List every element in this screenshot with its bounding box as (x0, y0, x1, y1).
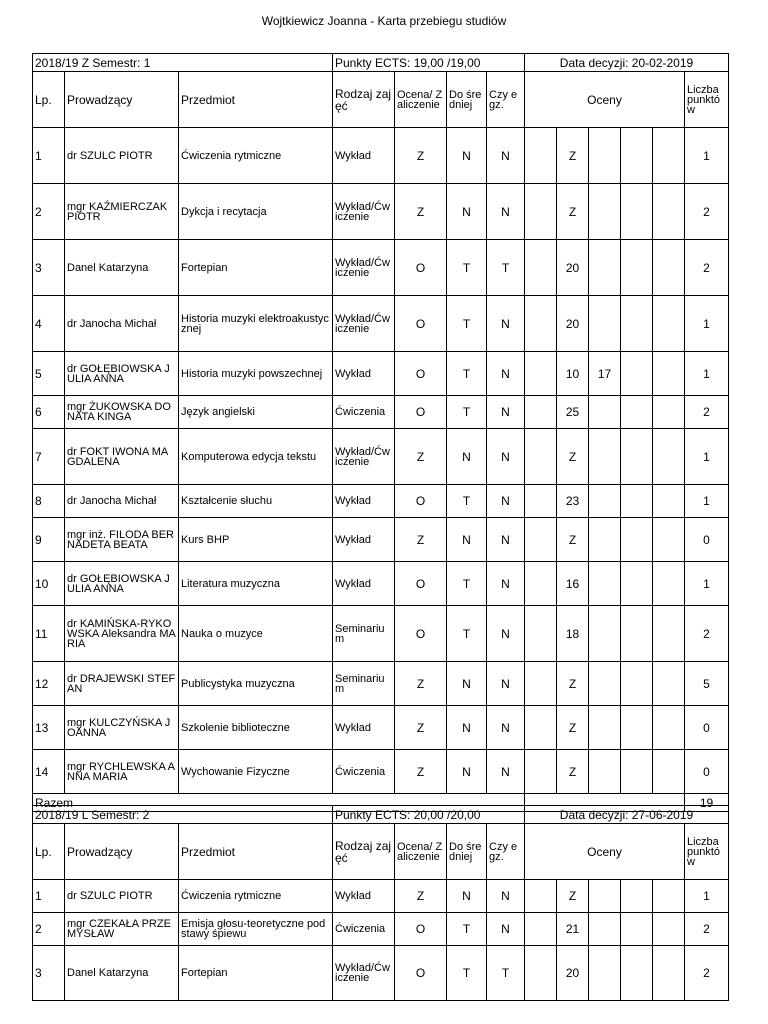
grade-blank (653, 184, 685, 240)
col-average: Do średniej (447, 824, 487, 880)
row-average: N (447, 128, 487, 184)
grade-1: Z (557, 429, 589, 485)
course-row (33, 606, 729, 662)
row-average: T (447, 562, 487, 606)
row-type: Wykład (333, 485, 395, 518)
semester-2-table (32, 805, 729, 1001)
row-exam: N (487, 518, 525, 562)
row-teacher: mgr KULCZYŃSKA JOANNA (65, 706, 179, 750)
grade-blank (653, 880, 685, 913)
row-subject: Kurs BHP (179, 518, 333, 562)
row-points: 2 (685, 946, 729, 1001)
semester-label: 2018/19 Z Semestr: 1 (33, 54, 333, 72)
decision-date: Data decyzji: 27-06-2019 (525, 806, 729, 824)
row-average: T (447, 296, 487, 352)
decision-date: Data decyzji: 20-02-2019 (525, 54, 729, 72)
col-average: Do średniej (447, 72, 487, 128)
grade-blank (525, 706, 557, 750)
grade-1: 23 (557, 485, 589, 518)
course-row (33, 240, 729, 296)
col-lp: Lp. (33, 824, 65, 880)
row-average: N (447, 706, 487, 750)
grade-blank (525, 240, 557, 296)
course-row (33, 184, 729, 240)
course-row (33, 750, 729, 794)
semester-1-table (32, 53, 729, 812)
grade-blank (525, 606, 557, 662)
row-type: Wykład (333, 518, 395, 562)
row-average: N (447, 518, 487, 562)
row-type: Wykład (333, 880, 395, 913)
row-subject: Ćwiczenia rytmiczne (179, 880, 333, 913)
row-subject: Dykcja i recytacja (179, 184, 333, 240)
grade-2 (589, 240, 621, 296)
row-type: Ćwiczenia (333, 750, 395, 794)
row-grade-type: O (395, 352, 447, 396)
grade-2 (589, 662, 621, 706)
row-exam: N (487, 706, 525, 750)
grade-2 (589, 880, 621, 913)
row-points: 2 (685, 396, 729, 429)
row-lp: 1 (33, 880, 65, 913)
row-points: 0 (685, 750, 729, 794)
row-type: Wykład (333, 128, 395, 184)
grade-blank (653, 706, 685, 750)
grade-2 (589, 296, 621, 352)
row-grade-type: Z (395, 128, 447, 184)
row-lp: 2 (33, 913, 65, 946)
grade-blank (653, 352, 685, 396)
grade-2: 17 (589, 352, 621, 396)
grade-blank (653, 946, 685, 1001)
row-lp: 7 (33, 429, 65, 485)
row-lp: 11 (33, 606, 65, 662)
grade-blank (653, 518, 685, 562)
row-teacher: dr SZULC PIOTR (65, 880, 179, 913)
grade-2 (589, 485, 621, 518)
row-teacher: Danel Katarzyna (65, 946, 179, 1001)
row-exam: N (487, 913, 525, 946)
grade-blank (621, 429, 653, 485)
row-exam: T (487, 240, 525, 296)
grade-2 (589, 396, 621, 429)
grade-blank (525, 518, 557, 562)
row-teacher: mgr CZEKAŁA PRZEMYSŁAW (65, 913, 179, 946)
grade-2 (589, 946, 621, 1001)
grade-blank (653, 562, 685, 606)
row-exam: N (487, 606, 525, 662)
grade-2 (589, 606, 621, 662)
row-points: 2 (685, 240, 729, 296)
semester-label: 2018/19 L Semestr: 2 (33, 806, 333, 824)
row-exam: N (487, 396, 525, 429)
row-exam: N (487, 128, 525, 184)
row-grade-type: Z (395, 880, 447, 913)
column-header-row (33, 72, 729, 128)
row-teacher: dr Janocha Michał (65, 296, 179, 352)
row-type: Wykład (333, 352, 395, 396)
row-lp: 3 (33, 946, 65, 1001)
row-average: N (447, 880, 487, 913)
grade-1: 20 (557, 240, 589, 296)
row-points: 5 (685, 662, 729, 706)
row-subject: Historia muzyki powszechnej (179, 352, 333, 396)
grade-blank (621, 184, 653, 240)
row-lp: 2 (33, 184, 65, 240)
row-lp: 5 (33, 352, 65, 396)
grade-blank (653, 128, 685, 184)
row-lp: 10 (33, 562, 65, 606)
grade-blank (525, 352, 557, 396)
row-grade-type: O (395, 296, 447, 352)
grade-1: Z (557, 128, 589, 184)
row-exam: N (487, 562, 525, 606)
grade-blank (525, 562, 557, 606)
semester-header-row (33, 806, 729, 824)
semester-header-row (33, 54, 729, 72)
row-grade-type: O (395, 240, 447, 296)
row-teacher: dr GOŁĘBIOWSKA JULIA ANNA (65, 562, 179, 606)
row-lp: 13 (33, 706, 65, 750)
row-teacher: mgr ŻUKOWSKA DONATA KINGA (65, 396, 179, 429)
course-row (33, 396, 729, 429)
row-grade-type: Z (395, 518, 447, 562)
course-row (33, 562, 729, 606)
grade-2 (589, 184, 621, 240)
grade-blank (525, 128, 557, 184)
grade-blank (653, 485, 685, 518)
grade-2 (589, 562, 621, 606)
grade-blank (525, 429, 557, 485)
row-type: Wykład (333, 706, 395, 750)
course-row (33, 296, 729, 352)
grade-blank (653, 662, 685, 706)
course-row (33, 946, 729, 1001)
grade-blank (621, 606, 653, 662)
row-subject: Komputerowa edycja tekstu (179, 429, 333, 485)
row-points: 1 (685, 562, 729, 606)
row-type: Wykład/Ćwiczenie (333, 240, 395, 296)
row-type: Wykład/Ćwiczenie (333, 296, 395, 352)
col-grade-type: Ocena/ Zaliczenie (395, 824, 447, 880)
row-grade-type: Z (395, 184, 447, 240)
grade-blank (525, 880, 557, 913)
row-average: T (447, 352, 487, 396)
row-average: N (447, 750, 487, 794)
row-points: 1 (685, 880, 729, 913)
row-subject: Język angielski (179, 396, 333, 429)
total-label: Razem (33, 794, 525, 812)
grade-1: Z (557, 750, 589, 794)
row-subject: Nauka o muzyce (179, 606, 333, 662)
grade-2 (589, 913, 621, 946)
grade-blank (653, 240, 685, 296)
grade-blank (621, 880, 653, 913)
row-grade-type: O (395, 485, 447, 518)
grade-1: Z (557, 706, 589, 750)
row-subject: Publicystyka muzyczna (179, 662, 333, 706)
row-exam: N (487, 662, 525, 706)
row-type: Ćwiczenia (333, 396, 395, 429)
grade-1: 18 (557, 606, 589, 662)
ects-points: Punkty ECTS: 20,00 /20,00 (333, 806, 525, 824)
row-teacher: dr GOŁĘBIOWSKA JULIA ANNA (65, 352, 179, 396)
total-points: 19 (685, 794, 729, 812)
grade-blank (525, 913, 557, 946)
row-grade-type: O (395, 606, 447, 662)
grade-2 (589, 706, 621, 750)
course-row (33, 128, 729, 184)
row-subject: Literatura muzyczna (179, 562, 333, 606)
grade-blank (621, 562, 653, 606)
grade-2 (589, 750, 621, 794)
grade-blank (525, 296, 557, 352)
row-teacher: dr SZULC PIOTR (65, 128, 179, 184)
grade-blank (621, 296, 653, 352)
row-subject: Fortepian (179, 240, 333, 296)
col-teacher: Prowadzący (65, 72, 179, 128)
row-teacher: mgr inż. FILODA BERNADETA BEATA (65, 518, 179, 562)
row-subject: Ćwiczenia rytmiczne (179, 128, 333, 184)
grade-blank (621, 706, 653, 750)
row-average: T (447, 396, 487, 429)
ects-points: Punkty ECTS: 19,00 /19,00 (333, 54, 525, 72)
course-row (33, 485, 729, 518)
row-subject: Wychowanie Fizyczne (179, 750, 333, 794)
row-exam: N (487, 880, 525, 913)
row-average: T (447, 946, 487, 1001)
grade-2 (589, 128, 621, 184)
grade-1: 25 (557, 396, 589, 429)
column-header-row (33, 824, 729, 880)
row-subject: Fortepian (179, 946, 333, 1001)
grade-blank (525, 485, 557, 518)
grade-blank (653, 750, 685, 794)
row-grade-type: O (395, 913, 447, 946)
course-row (33, 706, 729, 750)
grade-1: Z (557, 880, 589, 913)
grade-blank (621, 128, 653, 184)
row-points: 0 (685, 518, 729, 562)
row-exam: N (487, 184, 525, 240)
col-subject: Przedmiot (179, 72, 333, 128)
row-subject: Szkolenie biblioteczne (179, 706, 333, 750)
row-average: T (447, 606, 487, 662)
row-exam: N (487, 485, 525, 518)
col-exam: Czy egz. (487, 824, 525, 880)
row-points: 0 (685, 706, 729, 750)
row-average: T (447, 240, 487, 296)
grade-blank (621, 750, 653, 794)
course-row (33, 518, 729, 562)
col-grade-type: Ocena/ Zaliczenie (395, 72, 447, 128)
grade-blank (653, 429, 685, 485)
col-teacher: Prowadzący (65, 824, 179, 880)
col-lp: Lp. (33, 72, 65, 128)
col-exam: Czy egz. (487, 72, 525, 128)
row-lp: 12 (33, 662, 65, 706)
row-lp: 3 (33, 240, 65, 296)
row-teacher: dr Janocha Michał (65, 485, 179, 518)
row-points: 1 (685, 296, 729, 352)
row-teacher: Danel Katarzyna (65, 240, 179, 296)
row-exam: N (487, 352, 525, 396)
grade-blank (525, 396, 557, 429)
row-lp: 4 (33, 296, 65, 352)
course-row (33, 913, 729, 946)
row-teacher: mgr RYCHLEWSKA ANNA MARIA (65, 750, 179, 794)
row-subject: Kształcenie słuchu (179, 485, 333, 518)
row-teacher: mgr KAŹMIERCZAK PIOTR (65, 184, 179, 240)
grade-2 (589, 429, 621, 485)
grade-blank (653, 396, 685, 429)
grade-blank (621, 485, 653, 518)
grade-1: 21 (557, 913, 589, 946)
grade-2 (589, 518, 621, 562)
row-points: 2 (685, 913, 729, 946)
row-grade-type: Z (395, 662, 447, 706)
row-grade-type: O (395, 562, 447, 606)
grade-blank (621, 352, 653, 396)
grade-1: 16 (557, 562, 589, 606)
row-points: 1 (685, 485, 729, 518)
row-lp: 6 (33, 396, 65, 429)
row-average: N (447, 662, 487, 706)
course-row (33, 662, 729, 706)
row-lp: 8 (33, 485, 65, 518)
grade-blank (621, 518, 653, 562)
row-grade-type: Z (395, 750, 447, 794)
grade-blank (525, 750, 557, 794)
row-lp: 9 (33, 518, 65, 562)
row-points: 1 (685, 352, 729, 396)
course-row (33, 880, 729, 913)
document-title: Wojtkiewicz Joanna - Karta przebiegu studiów (261, 14, 507, 28)
row-type: Wykład/Ćwiczenie (333, 429, 395, 485)
row-average: N (447, 429, 487, 485)
grade-1: Z (557, 184, 589, 240)
row-teacher: dr KAMIŃSKA-RYKOWSKA Aleksandra MARIA (65, 606, 179, 662)
row-grade-type: Z (395, 706, 447, 750)
col-type: Rodzaj zajęć (333, 824, 395, 880)
row-grade-type: Z (395, 429, 447, 485)
row-average: T (447, 913, 487, 946)
grade-blank (525, 184, 557, 240)
row-type: Seminarium (333, 606, 395, 662)
grade-blank (621, 662, 653, 706)
row-teacher: dr DRAJEWSKI STEFAN (65, 662, 179, 706)
row-exam: N (487, 750, 525, 794)
grade-blank (653, 606, 685, 662)
row-subject: Emisja głosu-teoretyczne podstawy śpiewu (179, 913, 333, 946)
grade-1: 20 (557, 296, 589, 352)
col-points: Liczba punktów (685, 72, 729, 128)
grade-blank (653, 913, 685, 946)
row-type: Seminarium (333, 662, 395, 706)
row-subject: Historia muzyki elektroakustycznej (179, 296, 333, 352)
col-points: Liczba punktów (685, 824, 729, 880)
grade-1: Z (557, 662, 589, 706)
grade-blank (621, 913, 653, 946)
row-points: 2 (685, 606, 729, 662)
row-type: Ćwiczenia (333, 913, 395, 946)
grade-blank (525, 662, 557, 706)
row-type: Wykład/Ćwiczenie (333, 184, 395, 240)
grade-1: 10 (557, 352, 589, 396)
grade-blank (621, 240, 653, 296)
row-points: 2 (685, 184, 729, 240)
col-subject: Przedmiot (179, 824, 333, 880)
course-row (33, 429, 729, 485)
col-type: Rodzaj zajęć (333, 72, 395, 128)
row-grade-type: O (395, 946, 447, 1001)
grade-1: Z (557, 518, 589, 562)
row-exam: N (487, 296, 525, 352)
course-row (33, 352, 729, 396)
grade-blank (621, 946, 653, 1001)
row-grade-type: O (395, 396, 447, 429)
row-points: 1 (685, 429, 729, 485)
row-points: 1 (685, 128, 729, 184)
grade-1: 20 (557, 946, 589, 1001)
grade-blank (653, 296, 685, 352)
row-lp: 14 (33, 750, 65, 794)
row-average: T (447, 485, 487, 518)
grade-blank (525, 946, 557, 1001)
row-lp: 1 (33, 128, 65, 184)
row-average: N (447, 184, 487, 240)
col-grades: Oceny (525, 824, 685, 880)
row-exam: T (487, 946, 525, 1001)
col-grades: Oceny (525, 72, 685, 128)
row-type: Wykład (333, 562, 395, 606)
grade-blank (621, 396, 653, 429)
row-exam: N (487, 429, 525, 485)
row-teacher: dr FOKT IWONA MAGDALENA (65, 429, 179, 485)
row-type: Wykład/Ćwiczenie (333, 946, 395, 1001)
